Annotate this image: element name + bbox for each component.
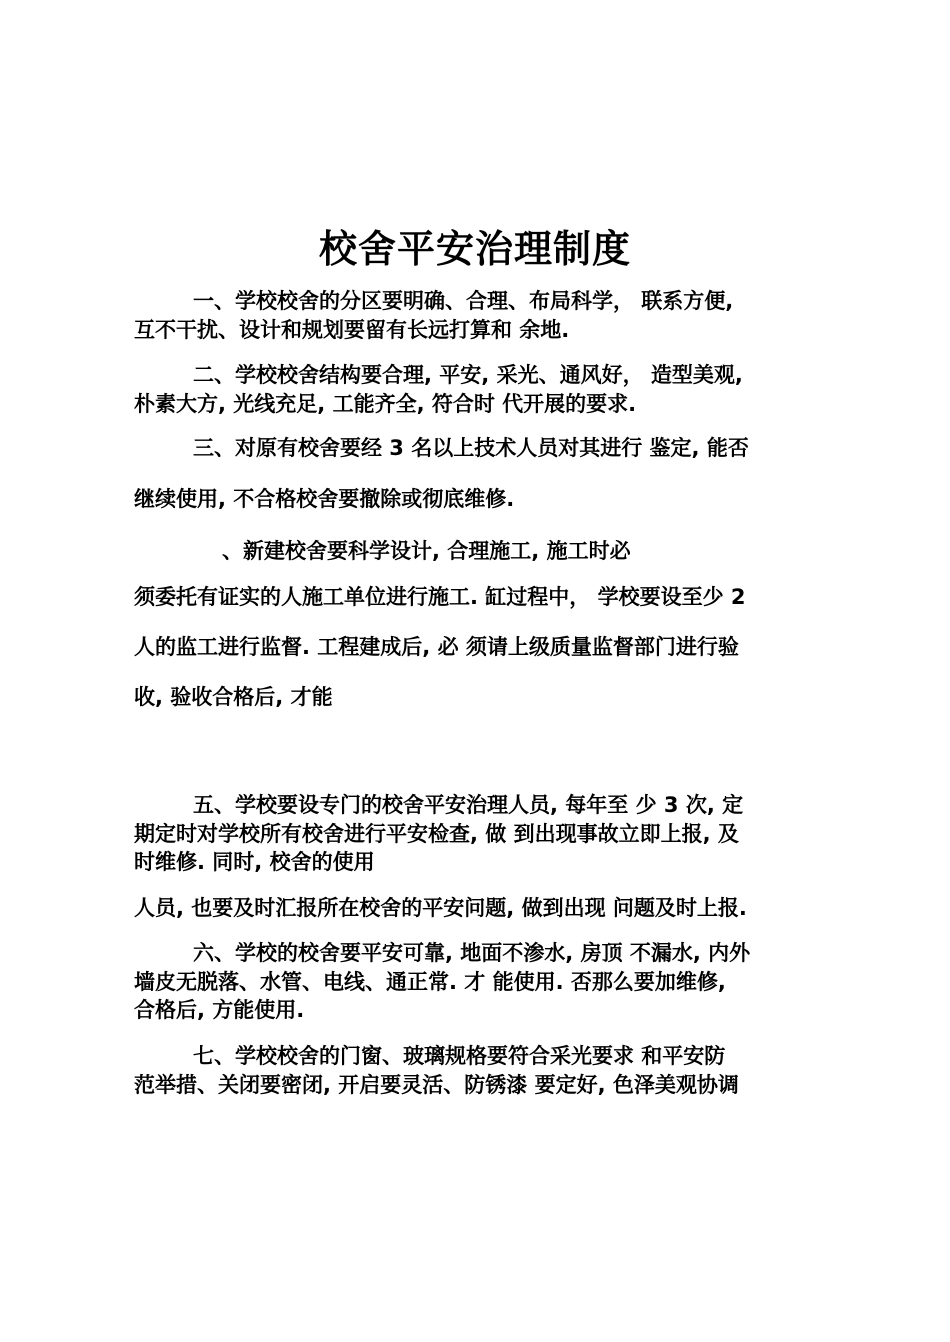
paragraph-line: 、新建校舍要科学设计, 合理施工, 施工时必 xyxy=(222,539,631,563)
paragraph-line: 范举措、关闭要密闭, 开启要灵活、防锈漆 要定好, 色泽美观协调 xyxy=(134,1073,739,1097)
paragraph-line: 一、学校校舍的分区要明确、合理、布局科学， 联系方便, xyxy=(193,289,734,313)
paragraph-line: 六、学校的校舍要平安可靠, 地面不渗水, 房顶 不漏水, 内外 xyxy=(193,941,751,965)
paragraph-line: 三、对原有校舍要经 3 名以上技术人员对其进行 鉴定, 能否 xyxy=(193,436,749,460)
paragraph-line: 人的监工进行监督. 工程建成后, 必 须请上级质量监督部门进行验 xyxy=(134,635,739,659)
paragraph-line: 期定时对学校所有校舍进行平安检查, 做 到出现事故立即上报, 及 xyxy=(134,822,739,846)
paragraph-line: 七、学校校舍的门窗、玻璃规格要符合采光要求 和平安防 xyxy=(193,1044,726,1068)
paragraph-line: 人员, 也要及时汇报所在校舍的平安问题, 做到出现 问题及时上报. xyxy=(134,896,747,920)
paragraph-line: 墙皮无脱落、水管、电线、通正常. 才 能使用. 否那么要加维修, xyxy=(134,970,726,994)
document-title: 校舍平安治理制度 xyxy=(318,227,631,271)
paragraph-line: 五、学校要设专门的校舍平安治理人员, 每年至 少 3 次, 定 xyxy=(193,793,744,817)
paragraph-line: 须委托有证实的人施工单位进行施工. 缸过程中， 学校要设至少 2 xyxy=(134,585,746,609)
paragraph-line: 二、学校校舍结构要合理, 平安, 采光、通风好， 造型美观, xyxy=(193,363,743,387)
paragraph-line: 朴素大方, 光线充足, 工能齐全, 符合时 代开展的要求. xyxy=(134,392,637,416)
paragraph-line: 互不干扰、设计和规划要留有长远打算和 余地. xyxy=(134,318,570,342)
paragraph-line: 时维修. 同时, 校舍的使用 xyxy=(134,850,375,874)
paragraph-line: 合格后, 方能使用. xyxy=(134,998,305,1022)
paragraph-line: 继续使用, 不合格校舍要撤除或彻底维修. xyxy=(134,487,515,511)
paragraph-line: 收, 验收合格后, 才能 xyxy=(134,685,333,709)
